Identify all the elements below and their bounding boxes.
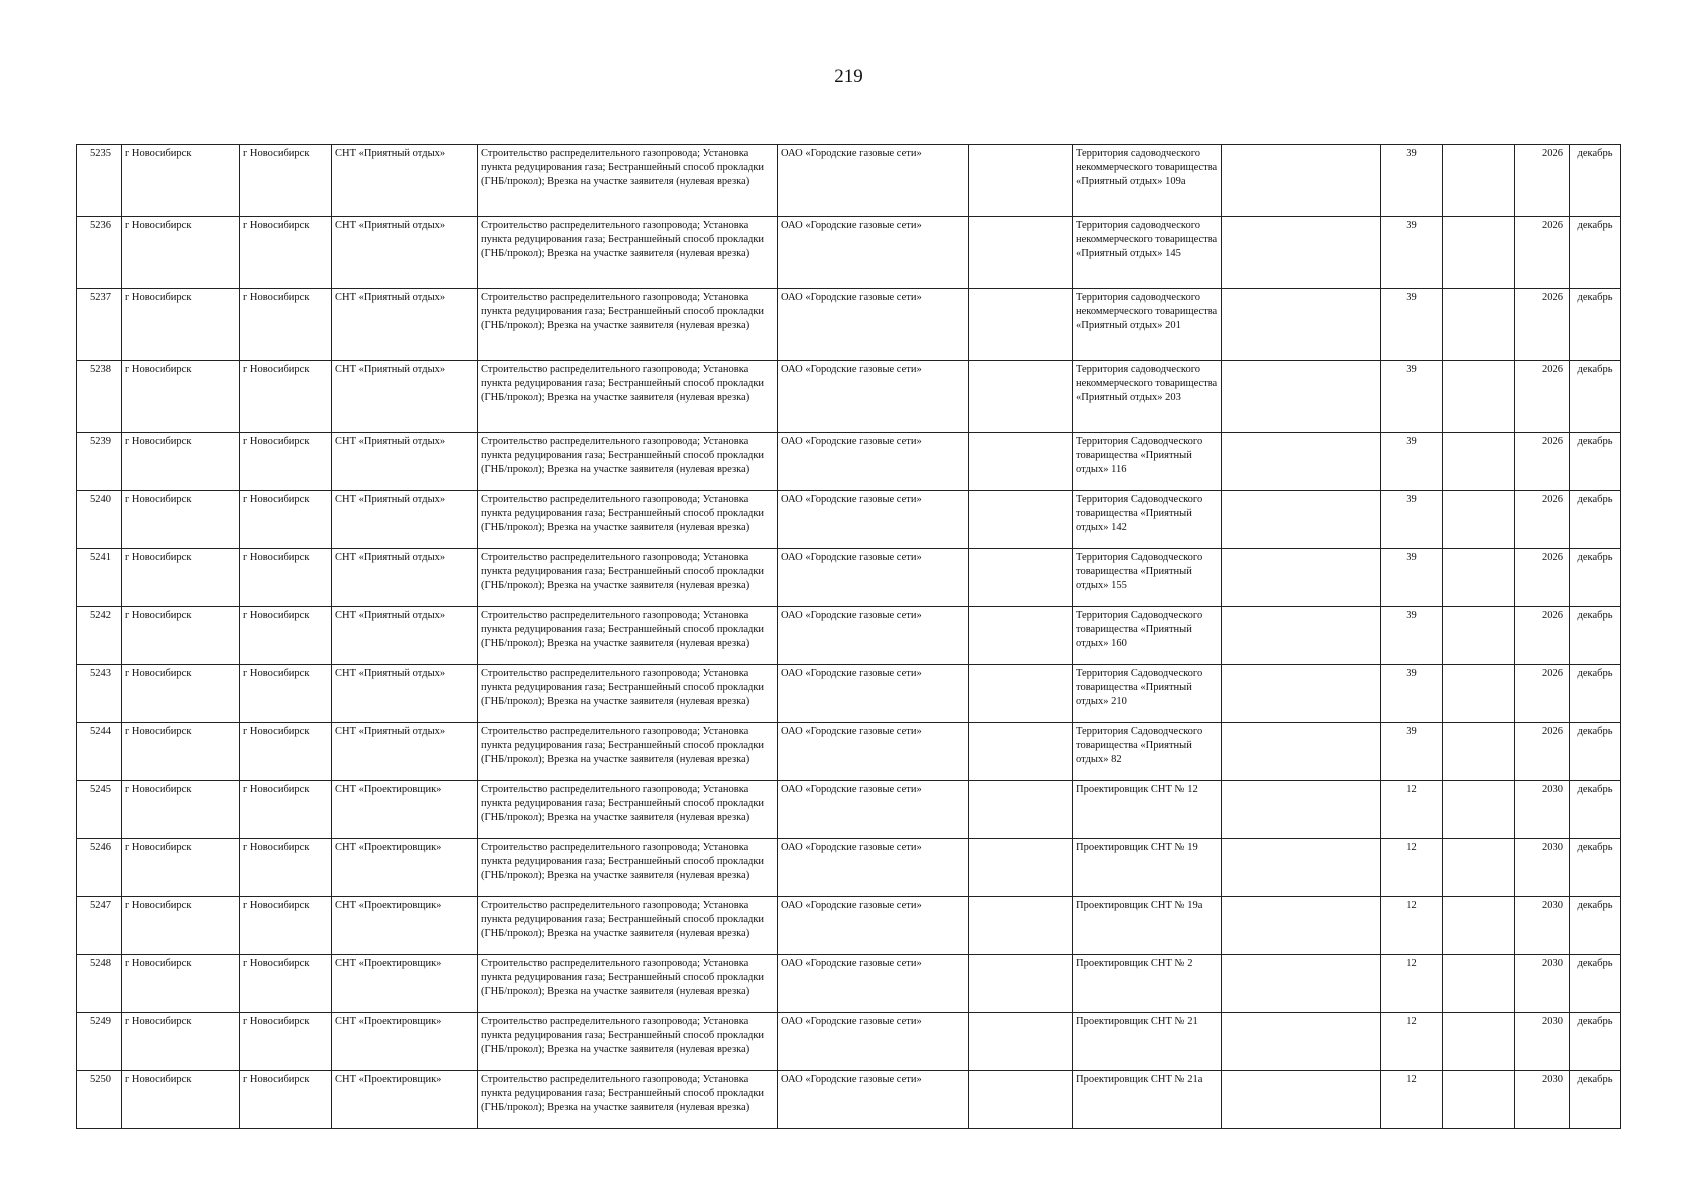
settlement-cell: г Новосибирск [240, 217, 332, 289]
value-cell: 12 [1381, 839, 1443, 897]
empty-cell [969, 723, 1073, 781]
address-cell: Территория Садоводческого товарищества «Приятный отдых» 82 [1073, 723, 1222, 781]
snt-name-cell: СНТ «Приятный отдых» [332, 549, 478, 607]
empty-cell [1443, 433, 1515, 491]
works-description-cell: Строительство распределительного газопровода; Установка пункта редуцирования газа; Бестраншейный способ прокладки (ГНБ/прокол); Врезка на участке заявителя (нулевая врезка) [478, 607, 778, 665]
empty-cell [969, 955, 1073, 1013]
empty-cell [1222, 491, 1381, 549]
table-row [77, 1013, 1621, 1071]
city-cell: г Новосибирск [122, 491, 240, 549]
table-row [77, 145, 1621, 217]
year-cell: 2026 [1515, 491, 1570, 549]
address-cell: Территория Садоводческого товарищества «Приятный отдых» 160 [1073, 607, 1222, 665]
settlement-cell: г Новосибирск [240, 491, 332, 549]
works-description-cell: Строительство распределительного газопровода; Установка пункта редуцирования газа; Бестраншейный способ прокладки (ГНБ/прокол); Врезка на участке заявителя (нулевая врезка) [478, 839, 778, 897]
works-description-cell: Строительство распределительного газопровода; Установка пункта редуцирования газа; Бестраншейный способ прокладки (ГНБ/прокол); Врезка на участке заявителя (нулевая врезка) [478, 361, 778, 433]
organization-cell: ОАО «Городские газовые сети» [778, 897, 969, 955]
month-cell: декабрь [1570, 665, 1621, 723]
empty-cell [1443, 1071, 1515, 1129]
empty-cell [1222, 955, 1381, 1013]
empty-cell [969, 897, 1073, 955]
empty-cell [969, 607, 1073, 665]
empty-cell [1222, 289, 1381, 361]
empty-cell [969, 361, 1073, 433]
works-description-cell: Строительство распределительного газопровода; Установка пункта редуцирования газа; Бестраншейный способ прокладки (ГНБ/прокол); Врезка на участке заявителя (нулевая врезка) [478, 723, 778, 781]
settlement-cell: г Новосибирск [240, 897, 332, 955]
year-cell: 2026 [1515, 289, 1570, 361]
organization-cell: ОАО «Городские газовые сети» [778, 289, 969, 361]
settlement-cell: г Новосибирск [240, 607, 332, 665]
month-cell: декабрь [1570, 1013, 1621, 1071]
address-cell: Проектировщик СНТ № 19 [1073, 839, 1222, 897]
month-cell: декабрь [1570, 781, 1621, 839]
address-cell: Территория Садоводческого товарищества «Приятный отдых» 155 [1073, 549, 1222, 607]
empty-cell [1222, 897, 1381, 955]
value-cell: 39 [1381, 723, 1443, 781]
settlement-cell: г Новосибирск [240, 145, 332, 217]
month-cell: декабрь [1570, 607, 1621, 665]
row-number-cell: 5249 [77, 1013, 122, 1071]
month-cell: декабрь [1570, 1071, 1621, 1129]
table-row [77, 361, 1621, 433]
empty-cell [1222, 665, 1381, 723]
works-description-cell: Строительство распределительного газопровода; Установка пункта редуцирования газа; Бестраншейный способ прокладки (ГНБ/прокол); Врезка на участке заявителя (нулевая врезка) [478, 289, 778, 361]
snt-name-cell: СНТ «Приятный отдых» [332, 665, 478, 723]
snt-name-cell: СНТ «Проектировщик» [332, 781, 478, 839]
empty-cell [1443, 897, 1515, 955]
empty-cell [969, 145, 1073, 217]
works-description-cell: Строительство распределительного газопровода; Установка пункта редуцирования газа; Бестраншейный способ прокладки (ГНБ/прокол); Врезка на участке заявителя (нулевая врезка) [478, 217, 778, 289]
snt-name-cell: СНТ «Приятный отдых» [332, 433, 478, 491]
empty-cell [1222, 607, 1381, 665]
table-row [77, 289, 1621, 361]
city-cell: г Новосибирск [122, 433, 240, 491]
empty-cell [969, 781, 1073, 839]
row-number-cell: 5238 [77, 361, 122, 433]
organization-cell: ОАО «Городские газовые сети» [778, 1071, 969, 1129]
value-cell: 12 [1381, 1013, 1443, 1071]
value-cell: 39 [1381, 665, 1443, 723]
empty-cell [969, 1071, 1073, 1129]
empty-cell [969, 491, 1073, 549]
empty-cell [1443, 723, 1515, 781]
city-cell: г Новосибирск [122, 839, 240, 897]
address-cell: Проектировщик СНТ № 2 [1073, 955, 1222, 1013]
table-row [77, 1071, 1621, 1129]
city-cell: г Новосибирск [122, 607, 240, 665]
city-cell: г Новосибирск [122, 361, 240, 433]
row-number-cell: 5242 [77, 607, 122, 665]
row-number-cell: 5246 [77, 839, 122, 897]
organization-cell: ОАО «Городские газовые сети» [778, 361, 969, 433]
organization-cell: ОАО «Городские газовые сети» [778, 839, 969, 897]
empty-cell [1443, 839, 1515, 897]
works-description-cell: Строительство распределительного газопровода; Установка пункта редуцирования газа; Бестраншейный способ прокладки (ГНБ/прокол); Врезка на участке заявителя (нулевая врезка) [478, 897, 778, 955]
address-cell: Проектировщик СНТ № 21а [1073, 1071, 1222, 1129]
month-cell: декабрь [1570, 723, 1621, 781]
empty-cell [1222, 839, 1381, 897]
snt-name-cell: СНТ «Проектировщик» [332, 897, 478, 955]
row-number-cell: 5243 [77, 665, 122, 723]
value-cell: 12 [1381, 781, 1443, 839]
works-description-cell: Строительство распределительного газопровода; Установка пункта редуцирования газа; Бестраншейный способ прокладки (ГНБ/прокол); Врезка на участке заявителя (нулевая врезка) [478, 665, 778, 723]
year-cell: 2030 [1515, 781, 1570, 839]
row-number-cell: 5235 [77, 145, 122, 217]
month-cell: декабрь [1570, 897, 1621, 955]
empty-cell [1443, 217, 1515, 289]
value-cell: 39 [1381, 217, 1443, 289]
empty-cell [969, 217, 1073, 289]
year-cell: 2026 [1515, 361, 1570, 433]
table-row [77, 781, 1621, 839]
row-number-cell: 5240 [77, 491, 122, 549]
year-cell: 2030 [1515, 897, 1570, 955]
works-description-cell: Строительство распределительного газопровода; Установка пункта редуцирования газа; Бестраншейный способ прокладки (ГНБ/прокол); Врезка на участке заявителя (нулевая врезка) [478, 781, 778, 839]
city-cell: г Новосибирск [122, 1013, 240, 1071]
address-cell: Проектировщик СНТ № 19а [1073, 897, 1222, 955]
city-cell: г Новосибирск [122, 289, 240, 361]
empty-cell [1443, 549, 1515, 607]
address-cell: Территория садоводческого некоммерческого товарищества «Приятный отдых» 109а [1073, 145, 1222, 217]
empty-cell [1222, 217, 1381, 289]
snt-name-cell: СНТ «Приятный отдых» [332, 607, 478, 665]
empty-cell [1222, 433, 1381, 491]
settlement-cell: г Новосибирск [240, 781, 332, 839]
empty-cell [1443, 955, 1515, 1013]
city-cell: г Новосибирск [122, 955, 240, 1013]
year-cell: 2030 [1515, 1071, 1570, 1129]
year-cell: 2026 [1515, 433, 1570, 491]
empty-cell [1222, 1013, 1381, 1071]
row-number-cell: 5245 [77, 781, 122, 839]
table-row [77, 665, 1621, 723]
city-cell: г Новосибирск [122, 1071, 240, 1129]
organization-cell: ОАО «Городские газовые сети» [778, 723, 969, 781]
address-cell: Территория Садоводческого товарищества «Приятный отдых» 116 [1073, 433, 1222, 491]
organization-cell: ОАО «Городские газовые сети» [778, 607, 969, 665]
value-cell: 39 [1381, 361, 1443, 433]
empty-cell [969, 665, 1073, 723]
empty-cell [1222, 723, 1381, 781]
organization-cell: ОАО «Городские газовые сети» [778, 217, 969, 289]
address-cell: Проектировщик СНТ № 12 [1073, 781, 1222, 839]
empty-cell [969, 433, 1073, 491]
row-number-cell: 5236 [77, 217, 122, 289]
snt-name-cell: СНТ «Приятный отдых» [332, 145, 478, 217]
row-number-cell: 5248 [77, 955, 122, 1013]
value-cell: 39 [1381, 145, 1443, 217]
row-number-cell: 5247 [77, 897, 122, 955]
empty-cell [1443, 491, 1515, 549]
settlement-cell: г Новосибирск [240, 549, 332, 607]
city-cell: г Новосибирск [122, 549, 240, 607]
organization-cell: ОАО «Городские газовые сети» [778, 491, 969, 549]
empty-cell [1222, 145, 1381, 217]
year-cell: 2030 [1515, 839, 1570, 897]
snt-name-cell: СНТ «Приятный отдых» [332, 289, 478, 361]
value-cell: 12 [1381, 1071, 1443, 1129]
settlement-cell: г Новосибирск [240, 361, 332, 433]
organization-cell: ОАО «Городские газовые сети» [778, 549, 969, 607]
empty-cell [969, 549, 1073, 607]
works-description-cell: Строительство распределительного газопровода; Установка пункта редуцирования газа; Бестраншейный способ прокладки (ГНБ/прокол); Врезка на участке заявителя (нулевая врезка) [478, 491, 778, 549]
empty-cell [969, 839, 1073, 897]
year-cell: 2026 [1515, 145, 1570, 217]
snt-name-cell: СНТ «Приятный отдых» [332, 361, 478, 433]
table-row [77, 839, 1621, 897]
empty-cell [1222, 1071, 1381, 1129]
empty-cell [1443, 665, 1515, 723]
settlement-cell: г Новосибирск [240, 1071, 332, 1129]
address-cell: Проектировщик СНТ № 21 [1073, 1013, 1222, 1071]
settlement-cell: г Новосибирск [240, 665, 332, 723]
table-row [77, 217, 1621, 289]
city-cell: г Новосибирск [122, 781, 240, 839]
empty-cell [1443, 289, 1515, 361]
empty-cell [1443, 1013, 1515, 1071]
row-number-cell: 5250 [77, 1071, 122, 1129]
city-cell: г Новосибирск [122, 897, 240, 955]
organization-cell: ОАО «Городские газовые сети» [778, 665, 969, 723]
page-number: 219 [834, 66, 863, 87]
value-cell: 39 [1381, 433, 1443, 491]
address-cell: Территория садоводческого некоммерческого товарищества «Приятный отдых» 203 [1073, 361, 1222, 433]
year-cell: 2026 [1515, 607, 1570, 665]
settlement-cell: г Новосибирск [240, 1013, 332, 1071]
works-description-cell: Строительство распределительного газопровода; Установка пункта редуцирования газа; Бестраншейный способ прокладки (ГНБ/прокол); Врезка на участке заявителя (нулевая врезка) [478, 549, 778, 607]
month-cell: декабрь [1570, 433, 1621, 491]
works-description-cell: Строительство распределительного газопровода; Установка пункта редуцирования газа; Бестраншейный способ прокладки (ГНБ/прокол); Врезка на участке заявителя (нулевая врезка) [478, 955, 778, 1013]
address-cell: Территория Садоводческого товарищества «Приятный отдых» 142 [1073, 491, 1222, 549]
empty-cell [1443, 607, 1515, 665]
organization-cell: ОАО «Городские газовые сети» [778, 433, 969, 491]
row-number-cell: 5241 [77, 549, 122, 607]
row-number-cell: 5239 [77, 433, 122, 491]
month-cell: декабрь [1570, 145, 1621, 217]
year-cell: 2026 [1515, 665, 1570, 723]
works-description-cell: Строительство распределительного газопровода; Установка пункта редуцирования газа; Бестраншейный способ прокладки (ГНБ/прокол); Врезка на участке заявителя (нулевая врезка) [478, 1071, 778, 1129]
organization-cell: ОАО «Городские газовые сети» [778, 955, 969, 1013]
table-row [77, 607, 1621, 665]
snt-name-cell: СНТ «Приятный отдых» [332, 491, 478, 549]
month-cell: декабрь [1570, 549, 1621, 607]
table-row [77, 433, 1621, 491]
empty-cell [1222, 781, 1381, 839]
empty-cell [1443, 361, 1515, 433]
address-cell: Территория садоводческого некоммерческого товарищества «Приятный отдых» 201 [1073, 289, 1222, 361]
table-row [77, 955, 1621, 1013]
table-row [77, 897, 1621, 955]
year-cell: 2026 [1515, 217, 1570, 289]
empty-cell [1443, 145, 1515, 217]
snt-name-cell: СНТ «Проектировщик» [332, 1071, 478, 1129]
year-cell: 2026 [1515, 549, 1570, 607]
row-number-cell: 5244 [77, 723, 122, 781]
empty-cell [969, 289, 1073, 361]
snt-name-cell: СНТ «Проектировщик» [332, 839, 478, 897]
month-cell: декабрь [1570, 955, 1621, 1013]
settlement-cell: г Новосибирск [240, 839, 332, 897]
city-cell: г Новосибирск [122, 217, 240, 289]
address-cell: Территория Садоводческого товарищества «Приятный отдых» 210 [1073, 665, 1222, 723]
month-cell: декабрь [1570, 289, 1621, 361]
settlement-cell: г Новосибирск [240, 433, 332, 491]
table-row [77, 723, 1621, 781]
value-cell: 12 [1381, 955, 1443, 1013]
row-number-cell: 5237 [77, 289, 122, 361]
month-cell: декабрь [1570, 839, 1621, 897]
settlement-cell: г Новосибирск [240, 955, 332, 1013]
settlement-cell: г Новосибирск [240, 723, 332, 781]
empty-cell [969, 1013, 1073, 1071]
works-description-cell: Строительство распределительного газопровода; Установка пункта редуцирования газа; Бестраншейный способ прокладки (ГНБ/прокол); Врезка на участке заявителя (нулевая врезка) [478, 145, 778, 217]
city-cell: г Новосибирск [122, 665, 240, 723]
year-cell: 2026 [1515, 723, 1570, 781]
month-cell: декабрь [1570, 217, 1621, 289]
month-cell: декабрь [1570, 491, 1621, 549]
value-cell: 39 [1381, 289, 1443, 361]
value-cell: 39 [1381, 491, 1443, 549]
organization-cell: ОАО «Городские газовые сети» [778, 1013, 969, 1071]
organization-cell: ОАО «Городские газовые сети» [778, 781, 969, 839]
value-cell: 12 [1381, 897, 1443, 955]
table-row [77, 491, 1621, 549]
city-cell: г Новосибирск [122, 723, 240, 781]
city-cell: г Новосибирск [122, 145, 240, 217]
snt-name-cell: СНТ «Проектировщик» [332, 1013, 478, 1071]
gasification-register-table [76, 144, 1621, 1129]
year-cell: 2030 [1515, 955, 1570, 1013]
snt-name-cell: СНТ «Приятный отдых» [332, 217, 478, 289]
value-cell: 39 [1381, 607, 1443, 665]
snt-name-cell: СНТ «Проектировщик» [332, 955, 478, 1013]
year-cell: 2030 [1515, 1013, 1570, 1071]
address-cell: Территория садоводческого некоммерческого товарищества «Приятный отдых» 145 [1073, 217, 1222, 289]
empty-cell [1222, 361, 1381, 433]
works-description-cell: Строительство распределительного газопровода; Установка пункта редуцирования газа; Бестраншейный способ прокладки (ГНБ/прокол); Врезка на участке заявителя (нулевая врезка) [478, 433, 778, 491]
table-row [77, 549, 1621, 607]
empty-cell [1443, 781, 1515, 839]
empty-cell [1222, 549, 1381, 607]
settlement-cell: г Новосибирск [240, 289, 332, 361]
organization-cell: ОАО «Городские газовые сети» [778, 145, 969, 217]
works-description-cell: Строительство распределительного газопровода; Установка пункта редуцирования газа; Бестраншейный способ прокладки (ГНБ/прокол); Врезка на участке заявителя (нулевая врезка) [478, 1013, 778, 1071]
value-cell: 39 [1381, 549, 1443, 607]
month-cell: декабрь [1570, 361, 1621, 433]
snt-name-cell: СНТ «Приятный отдых» [332, 723, 478, 781]
